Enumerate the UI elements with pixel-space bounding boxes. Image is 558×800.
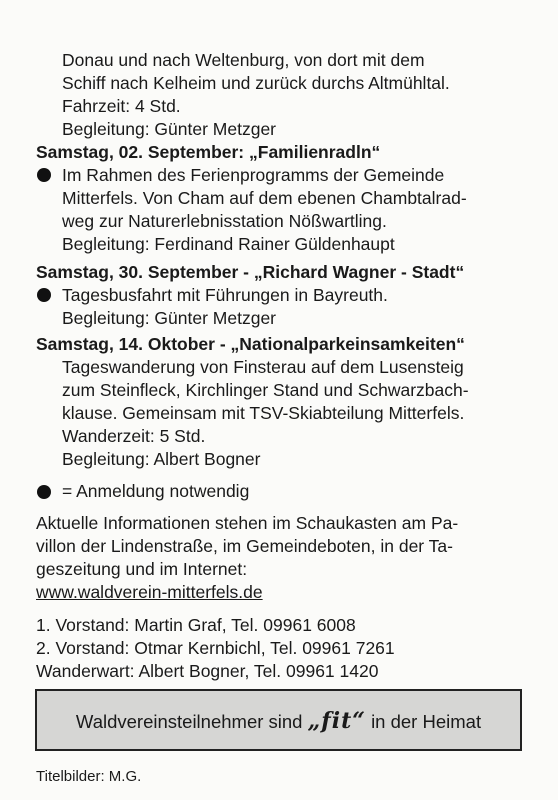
registration-bullet-icon	[37, 288, 51, 302]
photo-credits: Titelbilder: M.G.	[36, 768, 142, 785]
event-guide: Begleitung: Ferdinand Rainer Güldenhaupt	[62, 234, 395, 254]
slogan-banner	[35, 689, 522, 751]
legend-text: = Anmeldung notwendig	[62, 481, 250, 501]
registration-bullet-icon	[37, 168, 51, 182]
slogan-fit-word: fit	[321, 708, 353, 734]
event-heading: Samstag, 02. September: „Familienradln“	[36, 142, 381, 162]
slogan-text	[37, 710, 520, 733]
info-text: geszeitung und im Internet:	[36, 559, 248, 579]
intro-line: Donau und nach Weltenburg, von dort mit dem	[62, 50, 425, 70]
event-text: klause. Gemeinsam mit TSV-Skiabteilung Mitterfels.	[62, 403, 465, 423]
website-link[interactable]: www.waldverein-mitterfels.de	[36, 582, 263, 602]
contact-line: Wanderwart: Albert Bogner, Tel. 09961 1420	[36, 661, 379, 681]
slogan-quote-close: “	[352, 708, 366, 734]
contact-line: 1. Vorstand: Martin Graf, Tel. 09961 6008	[36, 615, 356, 635]
event-text: weg zur Naturerlebnisstation Nößwartling.	[62, 211, 387, 231]
event-heading: Samstag, 30. September - „Richard Wagner - Stadt“	[36, 262, 465, 282]
event-duration: Wanderzeit: 5 Std.	[62, 426, 206, 446]
intro-line: Schiff nach Kelheim und zurück durchs Altmühltal.	[62, 73, 450, 93]
slogan-quote-open: „	[307, 708, 322, 734]
event-heading: Samstag, 14. Oktober - „Nationalparkeinsamkeiten“	[36, 334, 465, 354]
slogan-after: in der Heimat	[371, 711, 482, 732]
event-text: Tageswanderung von Finsterau auf dem Lusensteig	[62, 357, 464, 377]
contact-line: 2. Vorstand: Otmar Kernbichl, Tel. 09961 7261	[36, 638, 395, 658]
event-text: zum Steinfleck, Kirchlinger Stand und Schwarzbach-	[62, 380, 469, 400]
event-guide: Begleitung: Günter Metzger	[62, 308, 277, 328]
event-guide: Begleitung: Albert Bogner	[62, 449, 261, 469]
event-text: Mitterfels. Von Cham auf dem ebenen Chambtalrad-	[62, 188, 467, 208]
info-text: Aktuelle Informationen stehen im Schaukasten am Pa-	[36, 513, 459, 533]
info-text: villon der Lindenstraße, im Gemeindeboten, in der Ta-	[36, 536, 453, 556]
event-text: Im Rahmen des Ferienprogramms der Gemeinde	[62, 165, 445, 185]
event-text: Tagesbusfahrt mit Führungen in Bayreuth.	[62, 285, 388, 305]
intro-duration: Fahrzeit: 4 Std.	[62, 96, 181, 116]
slogan-before: Waldvereinsteilnehmer sind	[75, 711, 303, 732]
registration-bullet-icon	[37, 485, 51, 499]
intro-guide: Begleitung: Günter Metzger	[62, 119, 277, 139]
